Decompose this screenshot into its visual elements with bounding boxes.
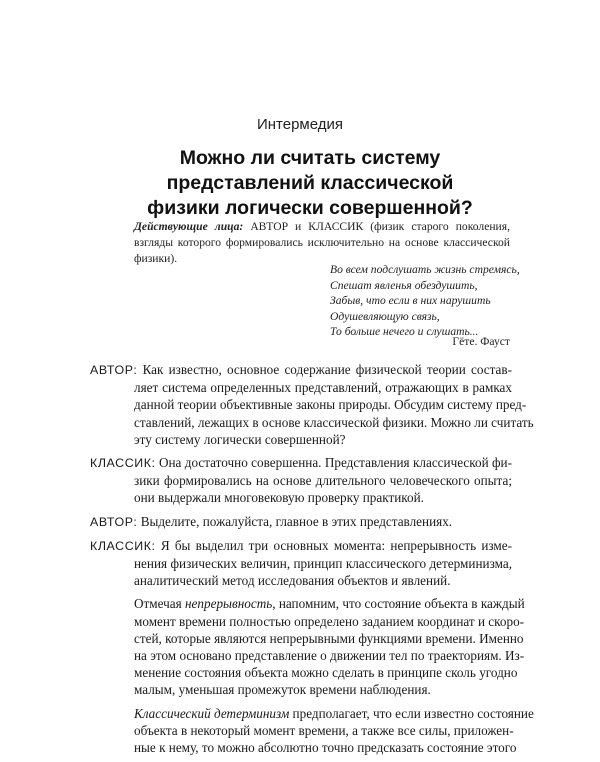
text-line xyxy=(90,705,534,722)
text-line: ляет система определенных представлений, отражающих в рамках xyxy=(134,380,512,396)
text-line: менение состояния объекта можно сделать в принципе сколь угодно xyxy=(134,665,518,681)
line-text: Как известно, основное содержание физической теории состав- xyxy=(137,362,512,377)
text-line: ставлений, лежащих в основе классической физики. Можно ли считать xyxy=(134,414,534,430)
title-line: представлений классической xyxy=(166,172,454,194)
dialog-paragraph xyxy=(90,537,512,590)
text-line: они выдержали многовековую проверку практикой. xyxy=(134,490,424,506)
text-line: данной теории объективные законы природы. Обсудим систему пред- xyxy=(134,397,527,413)
dialog-paragraph xyxy=(90,454,512,507)
text-line: ные к нему, то можно абсолютно точно предсказать состояние этого xyxy=(134,740,517,756)
dialog-paragraph xyxy=(90,361,534,448)
text-line: момент времени полностью определено заданием координат и скоро- xyxy=(134,613,525,629)
epigraph-source: Гёте. Фауст xyxy=(452,335,510,348)
text-line: объекта в некоторый момент времени, а также все силы, приложен- xyxy=(134,722,514,738)
epigraph xyxy=(330,262,520,340)
cast-label: Действующие лица: xyxy=(134,220,244,233)
text-line xyxy=(90,595,525,612)
title-line: Можно ли считать систему xyxy=(179,147,441,169)
text-line: малым, уменьшая промежуток времени наблюдения. xyxy=(134,682,431,698)
epigraph-line: Спешат явленья обездушить, xyxy=(330,278,478,292)
epigraph-line: Забыв, что если в них нарушить xyxy=(330,294,491,308)
speaker-label: АВТОР: xyxy=(90,363,138,377)
body-paragraph xyxy=(90,705,534,757)
speaker-label: КЛАССИК: xyxy=(90,538,156,553)
text-line: эту систему логически совершенной? xyxy=(134,431,346,447)
dialog-body xyxy=(90,361,534,762)
epigraph-line: Одушевляющую связь, xyxy=(330,309,440,323)
body-paragraph xyxy=(90,595,525,698)
text-line xyxy=(90,513,512,531)
text-line: нения физических величин, принцип классического детерминизма, xyxy=(134,556,512,572)
speaker-label: АВТОР: xyxy=(90,514,138,529)
line-text: Выделите, пожалуйста, главное в этих представлениях. xyxy=(137,513,453,529)
emphasis-term: непрерывность xyxy=(185,596,273,612)
emphasis-term: Классический детерминизм xyxy=(134,705,290,721)
text-line xyxy=(90,361,512,379)
line-text: предполагает, что если известно состояние xyxy=(289,705,534,721)
dialog-paragraph xyxy=(90,513,512,531)
line-text: Отмечая xyxy=(134,596,186,612)
speaker-label: КЛАССИК: xyxy=(90,456,156,471)
text-line: стей, которые являются непрерывными функциями времени. Именно xyxy=(134,630,524,646)
epigraph-line: Во всем подслушать жизнь стремясь, xyxy=(330,263,520,276)
title-line: физики логически совершенной? xyxy=(147,197,473,219)
text-line: зики формировались на основе длительного человеческого опыта; xyxy=(134,473,512,489)
text-line xyxy=(90,537,512,555)
cast-of-characters xyxy=(134,219,510,267)
text-line xyxy=(90,454,512,472)
line-text: Она достаточно совершенна. Представления классической фи- xyxy=(155,455,512,471)
chapter-title xyxy=(130,146,490,221)
section-label: Интермедия xyxy=(256,116,344,133)
epigraph-line: То больше нечего и слушать... xyxy=(330,325,479,339)
line-text: Я бы выделил три основных момента: непрерывность изме- xyxy=(155,537,512,553)
text-line: на этом основано представление о движении тел по траекториям. Из- xyxy=(134,648,525,664)
cast-text: АВТОР и КЛАССИК (физик старого поколения, взгляды которого формировались исключительно на основе классической физики). xyxy=(134,220,510,265)
text-line: аналитический метод исследования объектов и явлений. xyxy=(134,573,451,589)
line-text: , напомним, что состояние объекта в каждый xyxy=(272,596,525,612)
